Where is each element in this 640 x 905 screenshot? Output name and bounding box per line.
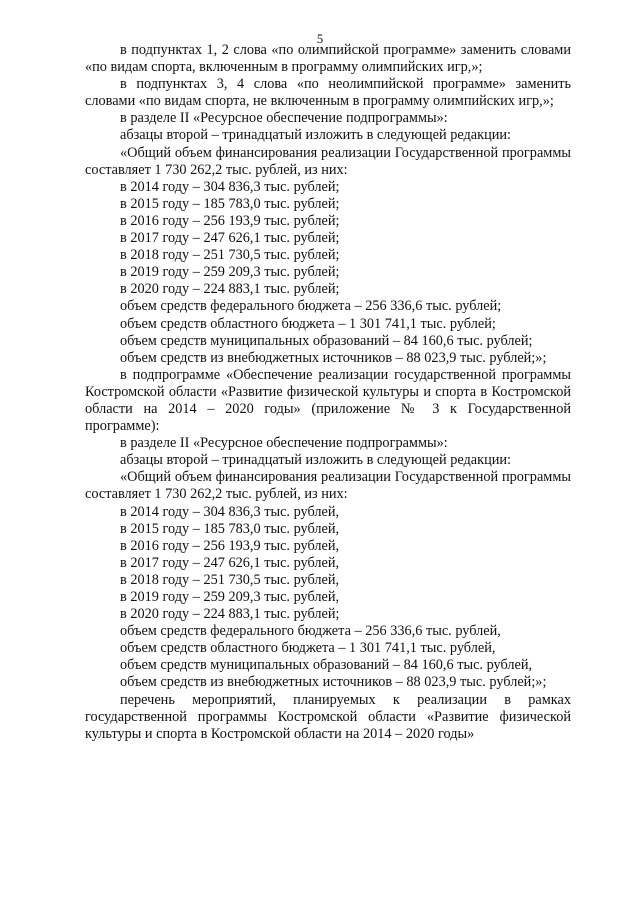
funding-extrabudgetary: объем средств из внебюджетных источников – 88 023,9 тыс. рублей;»; [120, 349, 547, 366]
paragraph-section-ii: в разделе II «Ресурсное обеспечение подпрограммы»: [120, 110, 448, 127]
funding-year-2015-b: в 2015 году – 185 783,0 тыс. рублей, [120, 520, 340, 537]
paragraph-amend-instruction: абзацы второй – тринадцатый изложить в следующей редакции: [120, 127, 512, 144]
funding-regional: объем средств областного бюджета – 1 301 741,1 тыс. рублей; [120, 315, 496, 332]
page-number: 5 [316, 32, 324, 46]
funding-federal: объем средств федерального бюджета – 256 336,6 тыс. рублей; [120, 298, 502, 315]
paragraph-section-ii-2: в разделе II «Ресурсное обеспечение подпрограммы»: [120, 435, 448, 452]
funding-municipal-b: объем средств муниципальных образований – 84 160,6 тыс. рублей, [120, 657, 533, 674]
paragraph-olympic: в подпунктах 1, 2 слова «по олимпийской программе» заменить словами «по видам спорта, включенным в программу олимпийских игр,»; [85, 42, 571, 76]
paragraph-subprogram: в подпрограмме «Обеспечение реализации государственной программы Костромской области «Развитие физической культуры и спорта в Костромской области на 2014 – 2020 годы» (приложение № 3 к Государственной программе): [85, 366, 571, 435]
paragraph-activities-list: перечень мероприятий, планируемых к реализации в рамках государственной программы Костромской области «Развитие физической культуры и спорта в Костромской области на 2014 – 2020 годы» [85, 691, 571, 742]
paragraph-total-funding-2: «Общий объем финансирования реализации Государственной программы составляет 1 730 262,2 тыс. рублей, из них: [85, 469, 571, 503]
document-body [85, 42, 571, 743]
funding-year-2017-b: в 2017 году – 247 626,1 тыс. рублей, [120, 554, 340, 571]
funding-year-2020: в 2020 году – 224 883,1 тыс. рублей; [120, 281, 340, 298]
funding-year-2017: в 2017 году – 247 626,1 тыс. рублей; [120, 230, 340, 247]
funding-year-2018: в 2018 году – 251 730,5 тыс. рублей; [120, 247, 340, 264]
funding-year-2016-b: в 2016 году – 256 193,9 тыс. рублей, [120, 537, 340, 554]
funding-year-2019: в 2019 году – 259 209,3 тыс. рублей; [120, 264, 340, 281]
funding-year-2016: в 2016 году – 256 193,9 тыс. рублей; [120, 212, 340, 229]
funding-year-2019-b: в 2019 году – 259 209,3 тыс. рублей, [120, 589, 340, 605]
funding-federal-b: объем средств федерального бюджета – 256 336,6 тыс. рублей, [120, 623, 501, 640]
funding-year-2015: в 2015 году – 185 783,0 тыс. рублей; [120, 195, 340, 212]
funding-year-2020-b: в 2020 году – 224 883,1 тыс. рублей; [120, 606, 340, 623]
funding-regional-b: объем средств областного бюджета – 1 301 741,1 тыс. рублей, [120, 640, 496, 657]
funding-extrabudgetary-b: объем средств из внебюджетных источников – 88 023,9 тыс. рублей;»; [120, 674, 547, 691]
paragraph-non-olympic: в подпунктах 3, 4 слова «по неолимпийской программе» заменить словами «по видам спорта, не включенным в программу олимпийских игр,»; [85, 76, 571, 110]
paragraph-amend-instruction-2: абзацы второй – тринадцатый изложить в следующей редакции: [120, 452, 512, 469]
paragraph-total-funding: «Общий объем финансирования реализации Государственной программы составляет 1 730 262,2 тыс. рублей, из них: [85, 144, 571, 178]
funding-year-2014: в 2014 году – 304 836,3 тыс. рублей; [120, 178, 340, 195]
funding-municipal: объем средств муниципальных образований – 84 160,6 тыс. рублей; [120, 332, 533, 349]
funding-year-2014-b: в 2014 году – 304 836,3 тыс. рублей, [120, 503, 340, 520]
funding-year-2018-b: в 2018 году – 251 730,5 тыс. рублей, [120, 571, 340, 588]
